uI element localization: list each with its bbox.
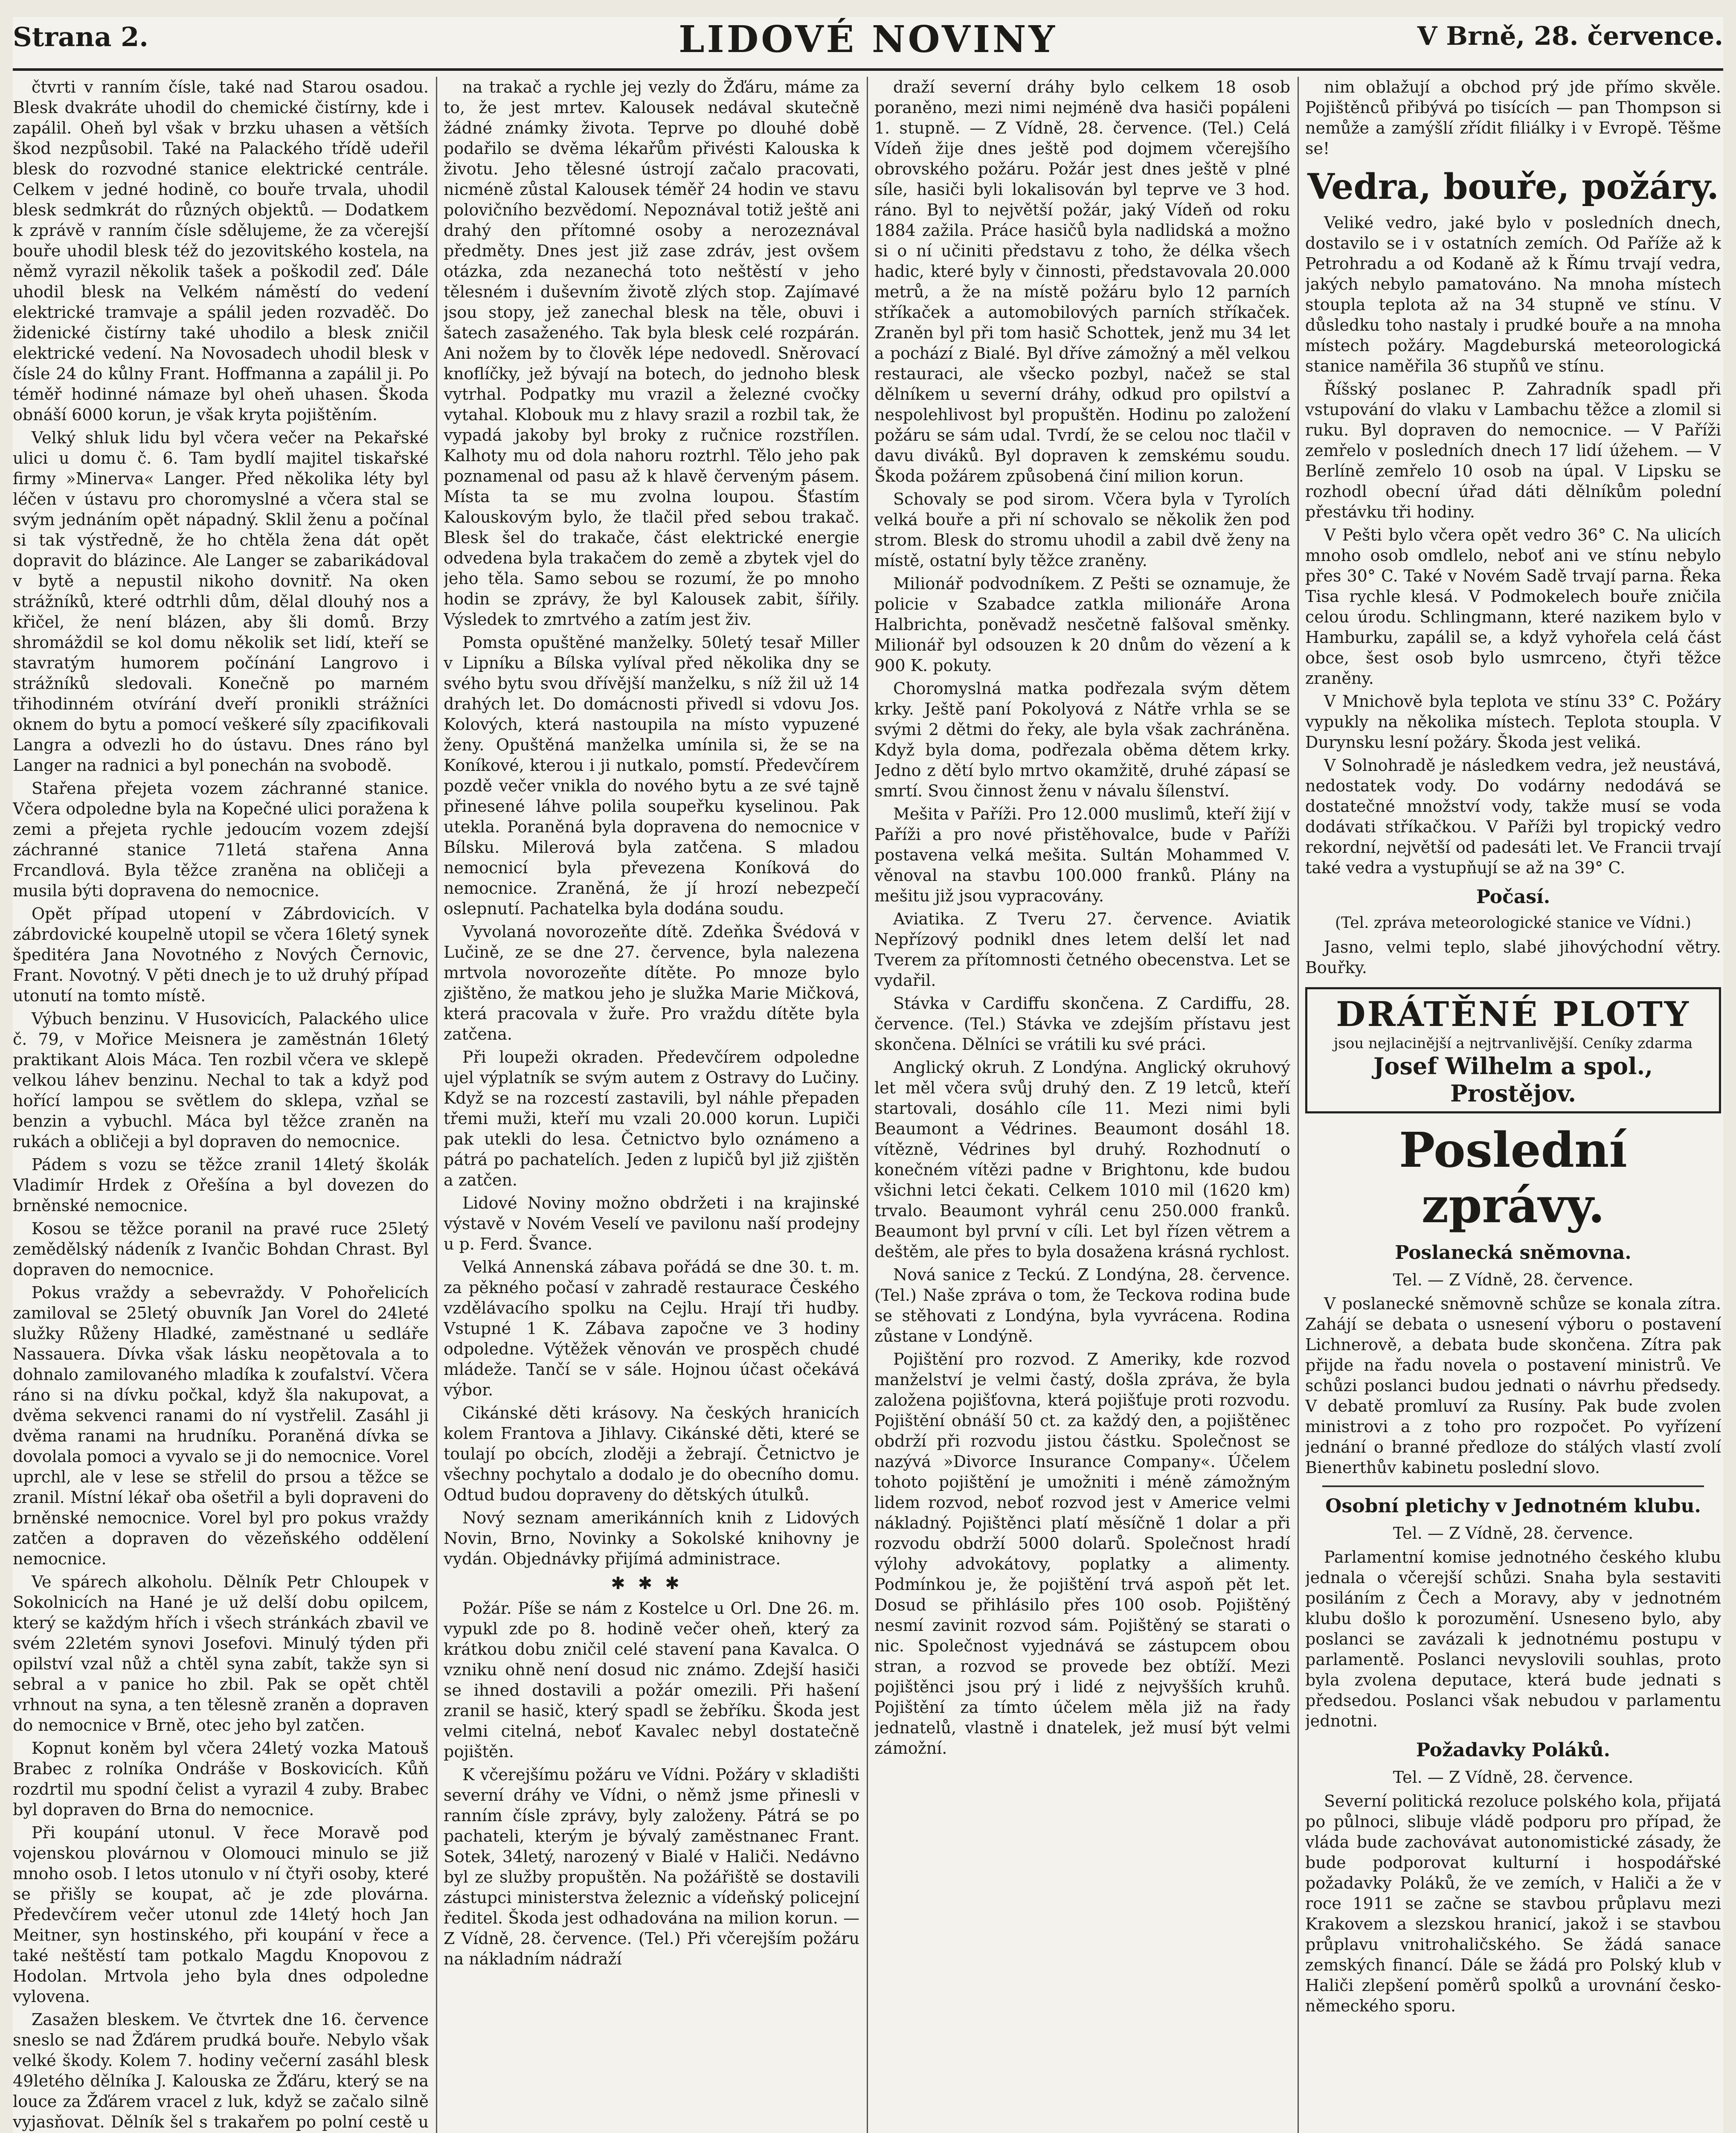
column-2 <box>444 77 859 2133</box>
column-3 <box>874 77 1290 2133</box>
article-text: Říšský poslanec P. Zahradník spadl při vstupování do vlaku v Lambachu těžce a zlomil si ruku. Byl dopraven do nemocnice. — V Paříži zemřelo v posledních dnech 17 lidí úžehem. — V Berlíně zemřelo 10 osob na úpal. V Lipsku se rozhodl obecní úřad dáti dělníkům polední přestávku tři hodiny. <box>1305 380 1721 521</box>
last-news-headline: Poslední zprávy. <box>1399 1122 1628 1234</box>
article-text: Velká Annenská zábava pořádá se dne 30. t. m. za pěkného počasí v zahradě restaurace Českého vzdělávacího spolku na Cejlu. Hrají tři hudby. Vstupné 1 K. Zábava započne ve 3 hodiny odpoledne. Výtěžek věnován ve prospěch chudé mládeže. Tančí se v sále. Hojnou účast očekává výbor. <box>444 1258 859 1399</box>
article-text: draží severní dráhy bylo celkem 18 osob poraněno, mezi nimi nejméně dva hasiči popáleni 1. stupně. — Z Vídně, 28. července. (Tel.) Celá Vídeň žije dnes ještě pod dojmem včerejšího obrovského požáru. Požár jest dnes ještě v plné síle, hasiči byli lokalisován byl teprve ve 3 hod. ráno. Byl to největší požár, jaký Vídeň od roku 1884 zažila. Práce hasičů byla nadlidská a možno si o ní učiniti představu z toho, že délka všech hadic, které byly v činnosti, představovala 20.000 metrů, a že na místě požáru bylo 12 parních stříkaček a automobilových parních stříkaček. Zraněn byl při tom hasič Schottek, jenž mu 34 let a pochází z Bialé. Byl dříve zámožný a měl velkou restauraci, ale všecko pozbyl, načež se stal dělníkem u severní dráhy, odkud pro opilství a nespolehlivost byl propuštěn. Hodinu po založení požáru se sám udal. Tvrdí, že se celou noc tlačil v davu diváků. Byl dopraven k zemskému soudu. Škoda požárem způsobená činí milion korun. <box>874 78 1290 485</box>
heat-headline: Vedra, bouře, požáry. <box>1307 166 1719 207</box>
column-rule <box>1298 77 1299 2133</box>
article-text: Stávka v Cardiffu skončena. Z Cardiffu, 28. července. (Tel.) Stávka ve zdejším přístavu jest skončena. Dělníci se vrátili ku své práci. <box>874 994 1290 1054</box>
article-text: V Pešti bylo včera opět vedro 36° C. Na ulicích mnoho osob omdlelo, neboť ani ve stínu nebylo přes 30° C. Také v Novém Sadě trvají parna. Řeka Tisa rychle klesá. V Podmokelech bouře zničila celou úrodu. Schlingmann, které nazikem bylo v Hamburku, zapálil se, a když vyhořela celá část obce, šest osob bylo usmrceno, čtyři těžce zraněny. <box>1305 526 1721 688</box>
article-text: Při loupeži okraden. Předevčírem odpoledne ujel výplatník se svým autem z Ostravy do Lučiny. Když se na rozcestí zastavili, byl náhle přepaden třemi muži, kteří mu vzali 20.000 korun. Lupiči pak utekli do lesa. Četnictvo bylo oznámeno a pátrá po pachatelích. Jeden z lupičů byl již zjištěn a zatčen. <box>444 1048 859 1189</box>
article-text: Stařena přejeta vozem záchranné stanice. Včera odpoledne byla na Kopečné ulici poražena k zemi a přejeta rychle jedoucím vozem zdejší záchranné stanice 71letá stařena Anna Frcandlová. Byla těžce zraněna na obličeji a musila býti dopravena do nemocnice. <box>13 779 429 900</box>
column-1 <box>13 77 429 2133</box>
article-text: Nový seznam amerikánních knih z Lidových Novin, Brno, Novinky a Sokolské knihovny je vydán. Objednávky přijímá administrace. <box>444 1508 859 1568</box>
weather-headline: Počasí. <box>1476 886 1550 908</box>
poles-headline: Požadavky Poláků. <box>1416 1739 1611 1761</box>
article-text: Lidové Noviny možno obdržeti i na krajinské výstavě v Novém Veselí ve pavilonu naší prodejny u p. Ferd. Švance. <box>444 1194 859 1253</box>
article-text: Vyvolaná novorozeňte dítě. Zdeňka Švédová v Lučině, ze se dne 27. července, byla nalezena mrtvola novorozeňte dítěte. Po mnoze bylo zjištěno, že matkou jeho je služka Marie Mičková, která pracovala v žuře. Pro vraždu dítěte byla zatčena. <box>444 922 859 1043</box>
article-text: Nová sanice z Teckú. Z Londýna, 28. července. (Tel.) Naše zpráva o tom, že Teckova rodina bude se stěhovati z Londýna, byla vyvrácena. Rodina zůstane v Londýně. <box>874 1265 1290 1345</box>
article-text: Kosou se těžce poranil na pravé ruce 25letý zemědělský nádeník z Ivančic Bohdan Chrast. Byl dopraven do nemocnice. <box>13 1219 429 1279</box>
article-text: Pádem s vozu se těžce zranil 14letý školák Vladimír Hrdek z Ořešína a byl dovezen do brněnské nemocnice. <box>13 1155 429 1215</box>
ad-brand: Josef Wilhelm a spol., Prostějov. <box>1373 1052 1653 1107</box>
newspaper-title: LIDOVÉ NOVINY <box>679 18 1057 61</box>
article-text: nim oblažují a obchod prý jde přímo skvěle. Pojištěnců přibývá po tisících — pan Thompson si nemůže a zamýšlí zřídit filiálky i v Evropě. Těšme se! <box>1305 78 1721 158</box>
article-text: Schovaly se pod sirom. Včera byla v Tyrolích velká bouře a při ní schovalo se několik žen pod strom. Blesk do stromu uhodil a zabil dvě ženy na místě, ostatní byly těžce zraněny. <box>874 490 1290 570</box>
issue-date: V Brně, 28. července. <box>1417 21 1723 51</box>
article-text: V Mnichově byla teplota ve stínu 33° C. Požáry vypukly na několika místech. Teplota stoupla. V Durynsku lesní požáry. Škoda jest veliká. <box>1305 692 1721 752</box>
weather-text: Jasno, velmi teplo, slabé jihovýchodní větry. Bouřky. <box>1305 938 1721 977</box>
masthead <box>13 17 1723 71</box>
article-text: Pokus vraždy a sebevraždy. V Pohořelicích zamiloval se 25letý obuvník Jan Vorel do 24leté služky Růženy Hladké, zaměstnané u sedláře Nassauera. Dívka však lásku neopětovala a to dohnalo zamilovaného mladíka k zoufalství. Včera ráno si na dívku počkal, když šla nakupovat, a dvěma sekvenci ranami do ní vystřelil. Zasáhl ji dvěma ranami na hrudníku. Poraněná dívka se dovolala pomoci a vyvalo se ji do nemocnice. Vorel uprchl, ale v lese se střelil do prsou a těžce se zranil. Místní lékař oba ošetřil a byli dopraveni do brněnské nemocnice. Vorel byl pro pokus vraždy zatčen a dopraven do vězeňského oddělení nemocnice. <box>13 1283 429 1568</box>
article-text: Pojištění pro rozvod. Z Ameriky, kde rozvod manželství je velmi častý, došla zpráva, že byla založena pojišťovna, která pojišťuje proti rozvodu. Pojištění obnáší 50 ct. za každý den, a pojištěnec obdrží při rozvodu jistou částku. Společnost se nazývá »Divorce Insurance Company«. Účelem tohoto pojištění je umožniti i méně zámožným lidem rozvod, neboť rozvod jest v Americe velmi nákladný. Pojištěnci platí měsíčně 1 dolar a při rozvodu obdrží 5000 dolarů. Společnost hradí výlohy advokátovy, poplatky a alimenty. Podmínkou je, že pojištění trvá aspoň pět let. Dosud se přihlásilo přes 100 osob. Pojištěný nesmí zavinit rozvod sám. Pojištěný se starati o nic. Společnost vyjednává se zástupcem obou stran, a rozvod se provede bez obtíží. Mezi pojištěnci jsou prý i lidé z nejvyšších kruhů. Pojištění za tímto účelem měla již na řady jednatelů, vlastně i dnatelek, jež musí být velmi zámožní. <box>874 1350 1290 1758</box>
dateline: Tel. — Z Vídně, 28. července. <box>1393 1768 1634 1787</box>
article-text: Výbuch benzinu. V Husovicích, Palackého ulice č. 79, v Mořice Meisnera je zaměstnán 16letý praktikant Alois Máca. Ten rozbil včera ve sklepě velkou láhev benzinu. Nechal to tak a když pod hořící lampou se světlem do sklepa, vzňal se benzin a vybuchl. Máca byl těžce zraněn na rukách a obličeji a byl dopraven do nemocnice. <box>13 1009 429 1151</box>
article-text: Mešita v Paříži. Pro 12.000 muslimů, kteří žijí v Paříži a pro nové přistěhovalce, bude v Paříži postavena velká mešita. Sultán Mohammed V. věnoval na stavbu 100.000 franků. Plány na mešitu již jsou vypracovány. <box>874 805 1290 905</box>
ad-text: jsou nejlacinější a nejtrvanlivější. Ceníky zdarma <box>1333 1035 1693 1052</box>
article-text: Aviatika. Z Tveru 27. července. Aviatik Nepřízový podnikl dnes letem delší let nad Tverem za přítomnosti četného obecenstva. Let se vydařil. <box>874 910 1290 990</box>
parliament-headline: Poslanecká sněmovna. <box>1395 1242 1631 1264</box>
newspaper-page <box>13 17 1723 2133</box>
divider <box>1322 1485 1704 1487</box>
article-text: Parlamentní komise jednotného českého klubu jednala o včerejší schůzi. Snaha byla sestaviti posiláním z Čech a Moravy, aby v jednotném klubu došlo k porozumění. Usneseno bylo, aby poslanci se zavázali k jednotnému postupu v parlamentě. Poslanci nevyslovili souhlas, proto byla zvolena deputace, která bude jednati s předsedou. Poslanci však nebudou v parlamentu jednotni. <box>1305 1548 1721 1730</box>
column-rule <box>867 77 868 2133</box>
article-text: Milionář podvodníkem. Z Pešti se oznamuje, že policie v Szabadce zatkla milionáře Arona Halbrichta, poněvadž nesčetně falšoval směnky. Milionář byl odsouzen k 20 dnům do vězení a k 900 K. pokuty. <box>874 574 1290 675</box>
section-separator: ✱✱✱ <box>611 1574 692 1593</box>
article-text: K včerejšímu požáru ve Vídni. Požáry v skladišti severní dráhy ve Vídni, o němž jsme přinesli v ranním čísle zprávy, byly založeny. Pátrá se po pachateli, kterým je bývalý zaměstnanec Frant. Sotek, 34letý, narozený v Bialé v Haliči. Nedávno byl ze služby propuštěn. Na požářiště se dostavili zástupci ministerstva železnic a vídeňský policejní ředitel. Škoda jest odhadována na milion korun. — Z Vídně, 28. července. (Tel.) Při včerejším požáru na nákladním nádraží <box>444 1765 859 1968</box>
page-number: Strana 2. <box>13 21 148 52</box>
article-text: na trakač a rychle jej vezly do Žďáru, máme za to, že jest mrtev. Kalousek nedával skutečně žádné známky života. Teprve po dlouhé době podařilo se dvěma lékařům přivésti Kalouska k životu. Jeho tělesné ústrojí začalo pracovati, nicméně zůstal Kalousek téměř 24 hodin ve stavu polovičního bezvědomí. Nepoznával totiž ještě ani drahý den přítomné osoby a nerozeznával předměty. Dnes jest již zase zdráv, jest ovšem otázka, zda nezanechá toto neštěstí v jeho tělesném i duševním životě zlých stop. Zajímavé jsou stopy, jež zanechal blesk na těle, obuvi i šatech zasaženého. Tak byla blesk celé rozpárán. Ani nožem by to člověk lépe nedovedl. Sněrovací knoflíčky, jež bývají na botech, do jednoho blesk vytrhal. Podpatky mu vrazil a železné cvočky vytahal. Klobouk mu z hlavy srazil a rozbil tak, že vypadá jakoby byl broky z ručnice rozstřílen. Kalhoty mu od dola nahoru roztrhl. Tělo jeho pak poznamenal od pasu až k hlavě červeným pásem. Místa ta se mu zvolna loupou. Šťastím Kalouskovým bylo, že tlačil před sebou trakač. Blesk šel do trakače, část elektrické energie odvedena byla trakačem do země a zbytek vjel do jeho těla. Samo sebou se rozumí, že po mnoho hodin se zprávy, že byl Kalousek zabit, šířily. Výsledek to zmrtvého a zatím jest živ. <box>444 78 859 629</box>
article-text: Pomsta opuštěné manželky. 50letý tesař Miller v Lipníku a Bílska vylíval před několika dny se svého bytu svou dřívější manželku, s níž žil už 14 drahých let. Do domácnosti přivedl si vdovu Jos. Kolových, která nastoupila na místo vypuzené ženy. Opuštěná manželka umínila si, že se na Koníkové, kterou i ji nutkalo, pomstí. Předevčírem pozdě večer vnikla do nového bytu a ze své tajně přinesené láhve polila soupeřku kyselinou. Pak utekla. Poraněná byla dopravena do nemocnice v Bílsku. Milerová byla zatčena. S mladou nemocnicí byla převezena Koníková do nemocnice. Zraněná, že jí hrozí nebezpečí oslepnutí. Pachatelka byla dodána soudu. <box>444 633 859 918</box>
advertisement <box>1305 987 1721 1113</box>
article-text: čtvrti v ranním čísle, také nad Starou osadou. Blesk dvakráte uhodil do chemické čistírny, kde i zapálil. Oheň byl však v brzku uhasen a větších škod nezpůsobil. Také na Palackého třídě udeřil blesk do rozvodné stanice elektrické centrále. Celkem v jedné hodině, co bouře trvala, uhodil blesk sedmkrát do různých objektů. — Dodatkem k zprávě v ranním čísle sdělujeme, že za včerejší bouře uhodil blesk též do jezovitského kostela, na němž vyrazil několik tašek a poškodil zeď. Dále uhodil blesk na Velkém náměstí do vedení elektrické tramvaje a spálil jeden rozvaděč. Do židenické čistírny také uhodilo a blesk zničil elektrické vedení. Na Novosadech uhodil blesk v čísle 24 do kůlny Frant. Hoffmanna a zapálil ji. Po téměř hodinné námaze byl oheň uhasen. Škoda obnáší 6000 korun, je však kryta pojištěním. <box>13 78 429 424</box>
article-text: Požár. Píše se nám z Kostelce u Orl. Dne 26. m. vypukl zde po 8. hodině večer oheň, který za krátkou dobu zničil celé stavení pana Kavalca. O vzniku ohně není dosud nic známo. Zdejší hasiči se ihned dostavili a požár omezili. Při hašení zranil se hasič, který spadl se žebříku. Škoda jest velmi citelná, neboť Kavalec nebyl dostatečně pojištěn. <box>444 1599 859 1761</box>
article-text: Opět případ utopení v Zábrdovicích. V zábrdovické koupelně utopil se včera 16letý synek špeditéra Jana Novotného z Nových Černovic, Frant. Novotný. V pěti dnech je to už druhý případ utonutí na tomto místě. <box>13 904 429 1005</box>
ad-title: DRÁTĚNÉ PLOTY <box>1336 994 1690 1034</box>
column-rule <box>436 77 437 2133</box>
article-text: Ve spárech alkoholu. Dělník Petr Chloupek v Sokolnicích na Hané je už delší dobu opilcem, který se každým hřích i všech stránkách zbavil ve svém 22letém synovi Josefovi. Minulý týden při opilství vzal nůž a chtěl syna zabít, takže syn si sebral a v panice ho zbil. Pak se opět chtěl vrhnout na syna, a ten tělesně zraněn a dopraven do nemocnice v Brně, otec jeho byl zatčen. <box>13 1572 429 1735</box>
article-text: Velký shluk lidu byl včera večer na Pekařské ulici u domu č. 6. Tam bydlí majitel tiskařské firmy »Minerva« Langer. Před několika léty byl léčen v ústavu pro choromyslné a včera stal se svým jednáním opět nápadný. Sklil ženu a počínal si tak výstředně, že ho chtěla žena dát opět dopravit do blázince. Ale Langer se zabarikádoval v bytě a nepustil nikoho dovnitř. Na oken strážníků, které odtrhli dům, dělal dlouhý nos a křičel, že není blázen, aby šli domů. Brzy shromáždil se kol domu několik set lidí, kteří se stavratým humorem počínání Langrovo i strážníků sledovali. Konečně po marném třihodinném otvírání dveří pronikli strážníci oknem do bytu a pomocí veškeré síly zpacifikovali Langra a odvezli ho do ústavu. Dnes ráno byl Langer na radnici a byl ponechán na svobodě. <box>13 428 429 775</box>
article-text: Choromyslná matka podřezala svým dětem krky. Ještě paní Pokolyová z Nátře vrhla se se svými 2 dětmi do řeky, ale byla však zachráněna. Když byla doma, podřezala oběma dětem krky. Jedno z dětí bylo mrtvo okamžitě, druhé zápasí se smrtí. Svou činnost ženu v návalu šílenství. <box>874 679 1290 800</box>
club-headline: Osobní pletichy v Jednotném klubu. <box>1325 1495 1701 1517</box>
dateline: Tel. — Z Vídně, 28. července. <box>1393 1524 1634 1543</box>
article-text: Zasažen bleskem. Ve čtvrtek dne 16. července sneslo se nad Žďárem prudká bouře. Nebylo však velké škody. Kolem 7. hodiny večerní zasáhl blesk 49letého dělníka J. Kalouska ze Žďáru, který se na louce za Žďárem vracel z luk, když se začalo silně vyjasňovat. Dělník šel s trakařem po polní cestě u <box>13 2010 429 2131</box>
dateline: Tel. — Z Vídně, 28. července. <box>1393 1270 1634 1289</box>
article-text: V Solnohradě je následkem vedra, jež neustává, nedostatek vody. Do vodárny nedodává se dostatečné množství vody, takže musí se voda dodávati stříkačkou. V Paříži byl tropický vedro rekordní, největší od padesáti let. Ve Francii trvají také vedra a vystupňují se až na 39° C. <box>1305 756 1721 877</box>
weather-source: (Tel. zpráva meteorologické stanice ve Vídni.) <box>1335 914 1691 932</box>
column-4 <box>1305 77 1721 2133</box>
article-text: Při koupání utonul. V řece Moravě pod vojenskou plovárnou v Olomouci minulo se již mnoho osob. I letos utonulo v ní čtyři osoby, které se přišly se koupat, ač je zde plovárna. Předevčírem večer utonul zde 14letý hoch Jan Meitner, syn hostinského, při koupání v řece a také neštěstí tam potkalo Magdu Knopovou z Hodolan. Mrtvola jeho byla dnes odpoledne vylovena. <box>13 1823 429 2006</box>
article-text: Anglický okruh. Z Londýna. Anglický okruhový let měl včera svůj druhý den. Z 19 letců, kteří startovali, dosáhlo cíle 11. Mezi nimi byli Beaumont a Védrines. Beaumont dosáhl 18. vítězně, Védrines byl druhý. Rozhodnutí o konečném vítězi padne v Brightonu, kde budou všichni letci čekati. Celkem 1010 mil (1620 km) trvalo. Beaumont vyhrál cenu 250.000 franků. Beaumont byl první v cíli. Let byl řízen větrem a deštěm, ale přes to byla dosažena krásná rychlost. <box>874 1058 1290 1261</box>
article-text: Cikánské děti krásovy. Na českých hranicích kolem Frantova a Jihlavy. Cikánské děti, které se toulají po obcích, zloději a žebrají. Četnictvo je všechny pochytalo a dodalo je do obecního domu. Odtud budou dopraveny do dětských útulků. <box>444 1404 859 1504</box>
article-text: Veliké vedro, jaké bylo v posledních dnech, dostavilo se i v ostatních zemích. Od Paříže až k Petrohradu a od Kodaně až k Římu trvají vedra, jakých nebylo pamatováno. Na mnoha místech stoupla teplota až na 34 stupně ve stínu. V důsledku toho nastaly i prudké bouře a na mnoha místech požáry. Magdeburská meteorologická stanice naměřila 36 stupňů ve stínu. <box>1305 213 1721 375</box>
article-text: Severní politická rezoluce polského kola, přijatá po půlnoci, slibuje vládě podporu pro případ, že vláda bude zachovávat autonomistické zásady, že bude podporovat kulturní i hospodářské požadavky Poláků, že ve zemích, v Haliči a že v roce 1911 se začne se stavbou průplavu mezi Krakovem a slezskou hranicí, jakož i se stavbou průplavu vnitrohaličského. Se žádá sanace zemských financí. Dále se žádá pro Polský klub v Haliči zlepšení poměrů spolků a urovnání česko-německého sporu. <box>1305 1792 1721 2015</box>
article-text: Kopnut koněm byl včera 24letý vozka Matouš Brabec z rolníka Ondráše v Boskovicích. Kůň rozdrtil mu spodní čelist a vyrazil 4 zuby. Brabec byl dopraven do Brna do nemocnice. <box>13 1739 429 1819</box>
article-text: V poslanecké sněmovně schůze se konala zítra. Zahájí se debata o usnesení výboru o postavení Lichnerově, a debata bude skončena. Zítra pak přijde na řadu novela o postavení ministrů. Ve schůzi poslanci budou jednati o návrhu předsedy. V debatě promluví za Rusíny. Pak bude zvolen ministrovi a z toho pro rozpočet. Po vyřízení jednání o branné předloze do stálých vlastí zvolí Bienerthův kabinetu poslední slovo. <box>1305 1294 1721 1477</box>
